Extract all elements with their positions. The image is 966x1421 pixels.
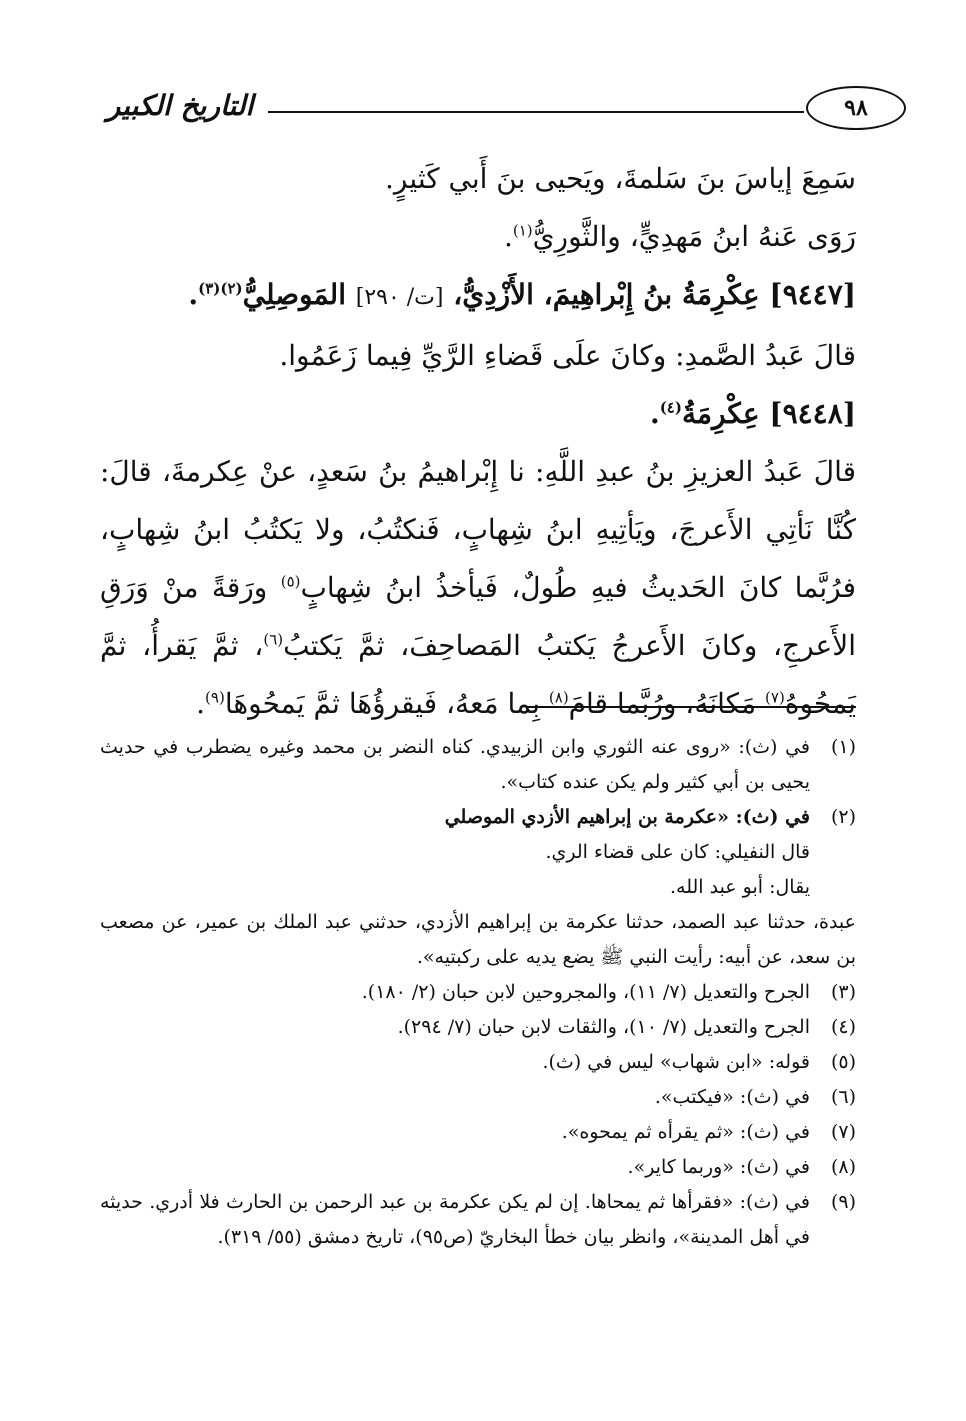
footnote: (٦) في (ث): «فيكتب». bbox=[654, 1086, 856, 1108]
footnote-ref: (٢)(٣) bbox=[198, 279, 243, 298]
footnote-divider bbox=[526, 706, 856, 708]
footnote: (٥) قوله: «ابن شهاب» ليس في (ث). bbox=[542, 1051, 856, 1073]
footnote-ref: (١) bbox=[512, 221, 533, 240]
footnote: (١) في (ث): «روى عنه الثوري وابن الزبيدي. كناه النضر بن محمد وغيره يضطرب في حديث يحيى بن أبي كثير ولم يكن عنده كتاب». bbox=[100, 736, 856, 793]
page-header bbox=[100, 82, 906, 138]
header-rule bbox=[268, 111, 804, 113]
footnote: (٩) في (ث): «فقرأها ثم يمحاها. إن لم يكن عكرمة بن عبد الرحمن بن الحارث فلا أدري. حديثه في أهل المدينة»، وانظر بيان خطأ البخاريّ (ص٩٥)، تاريخ دمشق (٥٥/ ٣١٩). bbox=[100, 1191, 856, 1248]
footnote: (٨) في (ث): «وربما كاير». bbox=[627, 1156, 856, 1178]
text-line: سَمِعَ إياسَ بنَ سَلمةَ، ويَحيى بنَ أَبي كَثيرٍ. bbox=[385, 162, 856, 195]
footnote: (٢) في (ث): «عكرمة بن إبراهيم الأزدي الموصلي قال النفيلي: كان على قضاء الري. يقال: أبو عبد الله. bbox=[444, 806, 856, 898]
entry-heading-9448: [٩٤٤٨] عِكْرِمَةُ$^{(٤)}$. bbox=[649, 397, 856, 430]
footnotes bbox=[100, 730, 856, 1255]
footnote: (٧) في (ث): «ثم يقرأه ثم يمحوه». bbox=[561, 1121, 856, 1143]
book-title: التاريخ الكبير bbox=[106, 89, 254, 122]
main-text bbox=[100, 150, 856, 733]
footnote-ref: (٤) bbox=[659, 398, 682, 417]
footnote: (٤) الجرح والتعديل (٧/ ١٠)، والثقات لابن حبان (٧/ ٢٩٤). bbox=[397, 1016, 856, 1038]
footnote-continuation: عبدة، حدثنا عبد الصمد، حدثنا عكرمة بن إبراهيم الأزدي، حدثني عبد الملك بن عمير، عن مصعب بن سعد، عن أبيه: رأيت النبي ﷺ يضع يديه على ركبتيه». bbox=[100, 911, 856, 968]
narration-paragraph: قالَ عَبدُ العزيزِ بنُ عبدِ اللَّهِ: نا إِبْراهيمُ بنُ سَعدٍ، عنْ عِكرمةَ، قالَ: كُنَّا نَأتِي الأَعرجَ، ويَأتِيهِ ابنُ شِهابٍ، فَنكتُبُ، ولا يَكتُبُ ابنُ شِهابٍ، فرُبَّما كانَ الحَديثُ فيهِ طُولٌ، فَيأخذُ ابنُ شِهابٍ$^{(٥)}$ ورَقةً منْ وَرَقِ الأَعرجِ، وكانَ الأَعرجُ يَكتبُ المَصاحِفَ، ثمَّ يَكتبُ$^{(٦)}$، ثمَّ يَقرأُ، ثمَّ يَمحُوهُ$^{(٧)}$ مَكانَهُ، ورُبَّما قامَ$^{(٨)}$ بِما مَعهُ، فَيقرؤُهَا ثمَّ يَمحُوهَا$^{(٩)}$. bbox=[100, 455, 856, 720]
text-line: رَوَى عَنهُ ابنُ مَهدِيٍّ، والثَّورِيُّ$^{(١)}$. bbox=[503, 220, 856, 253]
text-line: قالَ عَبدُ الصَّمدِ: وكانَ علَى قَضاءِ الرَّيِّ فِيما زَعَمُوا. bbox=[279, 339, 856, 372]
entry-heading-9447: [٩٤٤٧] عِكْرِمَةُ بنُ إِبْراهِيمَ، الأَزْدِيُّ، [ت/ ٢٩٠] المَوصِلِيُّ$^{(٢)(٣)}$. bbox=[188, 278, 856, 311]
footnote: (٣) الجرح والتعديل (٧/ ١١)، والمجروحين لابن حبان (٢/ ١٨٠). bbox=[361, 981, 856, 1003]
page-number: ٩٨ bbox=[806, 86, 906, 130]
